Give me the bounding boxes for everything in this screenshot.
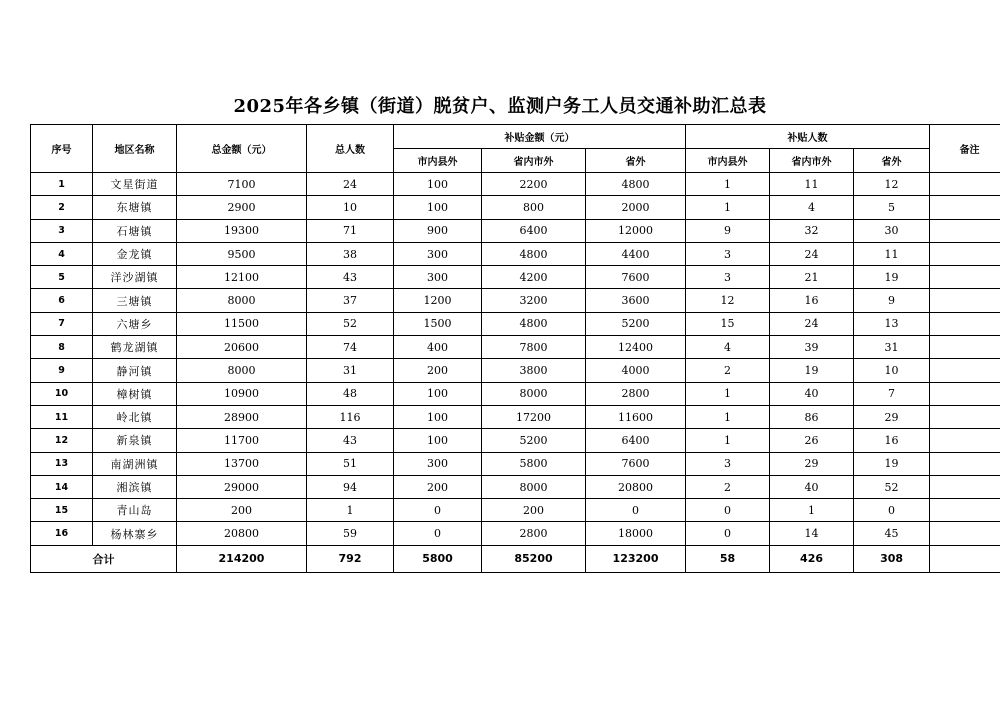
total-people-in-province: 426 <box>770 545 854 572</box>
cell-people-in-province: 16 <box>770 289 854 312</box>
cell-total-amount: 28900 <box>177 405 307 428</box>
cell-amount-out-province: 4400 <box>586 242 686 265</box>
cell-region: 杨林寨乡 <box>93 522 177 545</box>
header-region: 地区名称 <box>93 125 177 173</box>
table-row <box>31 382 1000 405</box>
cell-amount-in-province: 200 <box>482 499 586 522</box>
cell-index: 14 <box>31 475 93 498</box>
cell-amount-out-province: 7600 <box>586 266 686 289</box>
cell-people-in-city: 12 <box>686 289 770 312</box>
cell-amount-in-province: 8000 <box>482 382 586 405</box>
cell-total-amount: 9500 <box>177 242 307 265</box>
cell-amount-in-city: 0 <box>394 499 482 522</box>
cell-people-out-province: 13 <box>854 312 930 335</box>
header-amount-in-city: 市内县外 <box>394 149 482 173</box>
cell-region: 六塘乡 <box>93 312 177 335</box>
cell-amount-out-province: 12400 <box>586 336 686 359</box>
cell-amount-out-province: 0 <box>586 499 686 522</box>
cell-index: 7 <box>31 312 93 335</box>
table-row <box>31 522 1000 545</box>
table-row <box>31 242 1000 265</box>
table-row <box>31 452 1000 475</box>
cell-remark <box>930 336 1000 359</box>
cell-region: 新泉镇 <box>93 429 177 452</box>
cell-people-in-city: 3 <box>686 242 770 265</box>
total-row <box>31 545 1000 572</box>
table-header <box>31 125 1000 173</box>
cell-people-out-province: 7 <box>854 382 930 405</box>
header-index: 序号 <box>31 125 93 173</box>
table-row <box>31 289 1000 312</box>
table-row <box>31 336 1000 359</box>
table-body <box>31 173 1000 546</box>
cell-people-in-city: 1 <box>686 196 770 219</box>
cell-people-in-province: 1 <box>770 499 854 522</box>
cell-amount-in-city: 900 <box>394 219 482 242</box>
cell-index: 8 <box>31 336 93 359</box>
cell-total-amount: 19300 <box>177 219 307 242</box>
cell-amount-out-province: 7600 <box>586 452 686 475</box>
cell-total-amount: 7100 <box>177 173 307 196</box>
cell-amount-in-city: 0 <box>394 522 482 545</box>
cell-amount-in-province: 4800 <box>482 242 586 265</box>
cell-amount-in-city: 200 <box>394 475 482 498</box>
cell-region: 鹤龙湖镇 <box>93 336 177 359</box>
cell-amount-out-province: 11600 <box>586 405 686 428</box>
cell-people-in-city: 3 <box>686 452 770 475</box>
cell-total-people: 1 <box>307 499 394 522</box>
cell-amount-out-province: 4800 <box>586 173 686 196</box>
total-people-out-province: 308 <box>854 545 930 572</box>
cell-total-amount: 200 <box>177 499 307 522</box>
cell-people-in-province: 40 <box>770 382 854 405</box>
cell-total-people: 94 <box>307 475 394 498</box>
cell-amount-in-city: 1500 <box>394 312 482 335</box>
cell-total-amount: 29000 <box>177 475 307 498</box>
cell-total-people: 31 <box>307 359 394 382</box>
header-amount-out-province: 省外 <box>586 149 686 173</box>
cell-remark <box>930 312 1000 335</box>
cell-amount-out-province: 2000 <box>586 196 686 219</box>
cell-region: 石塘镇 <box>93 219 177 242</box>
cell-people-in-province: 21 <box>770 266 854 289</box>
cell-people-in-province: 32 <box>770 219 854 242</box>
table-row <box>31 475 1000 498</box>
cell-region: 湘滨镇 <box>93 475 177 498</box>
cell-people-in-province: 26 <box>770 429 854 452</box>
cell-index: 3 <box>31 219 93 242</box>
header-people-in-province: 省内市外 <box>770 149 854 173</box>
cell-region: 樟树镇 <box>93 382 177 405</box>
cell-people-in-city: 1 <box>686 429 770 452</box>
header-subsidy-people: 补贴人数 <box>686 125 930 149</box>
header-row-1 <box>31 125 1000 149</box>
cell-people-out-province: 19 <box>854 452 930 475</box>
cell-total-amount: 10900 <box>177 382 307 405</box>
cell-remark <box>930 266 1000 289</box>
cell-total-people: 74 <box>307 336 394 359</box>
cell-region: 东塘镇 <box>93 196 177 219</box>
cell-amount-out-province: 6400 <box>586 429 686 452</box>
cell-index: 4 <box>31 242 93 265</box>
cell-people-out-province: 5 <box>854 196 930 219</box>
cell-people-in-city: 3 <box>686 266 770 289</box>
cell-amount-in-city: 100 <box>394 405 482 428</box>
page-title: 2025年各乡镇（街道）脱贫户、监测户务工人员交通补助汇总表 <box>233 96 767 117</box>
cell-total-people: 10 <box>307 196 394 219</box>
total-amount-in-province: 85200 <box>482 545 586 572</box>
header-people-in-city: 市内县外 <box>686 149 770 173</box>
cell-remark <box>930 429 1000 452</box>
cell-amount-out-province: 3600 <box>586 289 686 312</box>
cell-amount-in-city: 1200 <box>394 289 482 312</box>
cell-remark <box>930 522 1000 545</box>
cell-amount-out-province: 18000 <box>586 522 686 545</box>
header-people-out-province: 省外 <box>854 149 930 173</box>
cell-index: 12 <box>31 429 93 452</box>
cell-people-in-province: 19 <box>770 359 854 382</box>
cell-amount-in-province: 2800 <box>482 522 586 545</box>
cell-total-amount: 20800 <box>177 522 307 545</box>
cell-people-out-province: 30 <box>854 219 930 242</box>
total-amount: 214200 <box>177 545 307 572</box>
cell-people-in-city: 1 <box>686 405 770 428</box>
cell-amount-in-province: 4200 <box>482 266 586 289</box>
cell-total-people: 48 <box>307 382 394 405</box>
cell-people-in-city: 9 <box>686 219 770 242</box>
cell-amount-in-city: 400 <box>394 336 482 359</box>
total-label: 合计 <box>31 545 177 572</box>
cell-total-people: 71 <box>307 219 394 242</box>
cell-total-people: 37 <box>307 289 394 312</box>
cell-index: 10 <box>31 382 93 405</box>
cell-amount-out-province: 20800 <box>586 475 686 498</box>
cell-amount-out-province: 12000 <box>586 219 686 242</box>
cell-people-in-city: 0 <box>686 522 770 545</box>
cell-people-in-province: 29 <box>770 452 854 475</box>
cell-amount-in-province: 800 <box>482 196 586 219</box>
cell-people-in-province: 39 <box>770 336 854 359</box>
cell-region: 岭北镇 <box>93 405 177 428</box>
cell-people-out-province: 9 <box>854 289 930 312</box>
cell-amount-in-province: 3200 <box>482 289 586 312</box>
cell-people-out-province: 11 <box>854 242 930 265</box>
header-amount-in-province: 省内市外 <box>482 149 586 173</box>
cell-index: 2 <box>31 196 93 219</box>
cell-people-in-city: 2 <box>686 475 770 498</box>
summary-table <box>30 124 1000 573</box>
cell-amount-in-city: 300 <box>394 452 482 475</box>
cell-amount-in-province: 5200 <box>482 429 586 452</box>
cell-total-amount: 13700 <box>177 452 307 475</box>
total-amount-out-province: 123200 <box>586 545 686 572</box>
cell-people-in-province: 11 <box>770 173 854 196</box>
cell-total-people: 43 <box>307 266 394 289</box>
cell-total-amount: 8000 <box>177 289 307 312</box>
cell-amount-in-province: 2200 <box>482 173 586 196</box>
cell-people-in-city: 2 <box>686 359 770 382</box>
cell-remark <box>930 405 1000 428</box>
total-amount-in-city: 5800 <box>394 545 482 572</box>
table-row <box>31 429 1000 452</box>
cell-remark <box>930 196 1000 219</box>
cell-amount-in-city: 100 <box>394 173 482 196</box>
cell-total-people: 59 <box>307 522 394 545</box>
total-people-in-city: 58 <box>686 545 770 572</box>
header-total-amount: 总金额（元） <box>177 125 307 173</box>
cell-index: 15 <box>31 499 93 522</box>
cell-region: 三塘镇 <box>93 289 177 312</box>
cell-region: 洋沙湖镇 <box>93 266 177 289</box>
cell-remark <box>930 475 1000 498</box>
cell-index: 13 <box>31 452 93 475</box>
table-row <box>31 173 1000 196</box>
cell-remark <box>930 219 1000 242</box>
cell-remark <box>930 173 1000 196</box>
cell-amount-in-city: 200 <box>394 359 482 382</box>
cell-amount-in-province: 8000 <box>482 475 586 498</box>
cell-total-people: 51 <box>307 452 394 475</box>
cell-remark <box>930 242 1000 265</box>
cell-index: 11 <box>31 405 93 428</box>
cell-total-amount: 2900 <box>177 196 307 219</box>
cell-people-in-province: 4 <box>770 196 854 219</box>
cell-amount-in-city: 300 <box>394 266 482 289</box>
cell-remark <box>930 359 1000 382</box>
table-row <box>31 196 1000 219</box>
cell-total-amount: 8000 <box>177 359 307 382</box>
header-total-people: 总人数 <box>307 125 394 173</box>
cell-people-out-province: 16 <box>854 429 930 452</box>
cell-amount-out-province: 4000 <box>586 359 686 382</box>
cell-people-in-province: 24 <box>770 312 854 335</box>
cell-index: 1 <box>31 173 93 196</box>
table-row <box>31 219 1000 242</box>
cell-amount-in-city: 100 <box>394 429 482 452</box>
cell-people-out-province: 10 <box>854 359 930 382</box>
cell-amount-out-province: 2800 <box>586 382 686 405</box>
cell-amount-in-city: 100 <box>394 382 482 405</box>
cell-index: 6 <box>31 289 93 312</box>
cell-region: 金龙镇 <box>93 242 177 265</box>
cell-people-out-province: 31 <box>854 336 930 359</box>
cell-amount-in-province: 3800 <box>482 359 586 382</box>
cell-amount-in-province: 5800 <box>482 452 586 475</box>
cell-total-amount: 11500 <box>177 312 307 335</box>
cell-amount-in-city: 100 <box>394 196 482 219</box>
cell-total-people: 43 <box>307 429 394 452</box>
table-row <box>31 359 1000 382</box>
cell-index: 16 <box>31 522 93 545</box>
cell-people-out-province: 45 <box>854 522 930 545</box>
table-footer <box>31 545 1000 572</box>
cell-people-in-province: 24 <box>770 242 854 265</box>
cell-total-amount: 11700 <box>177 429 307 452</box>
table-row <box>31 405 1000 428</box>
cell-people-in-province: 40 <box>770 475 854 498</box>
cell-people-out-province: 0 <box>854 499 930 522</box>
cell-people-in-city: 1 <box>686 382 770 405</box>
cell-total-people: 38 <box>307 242 394 265</box>
cell-people-in-city: 0 <box>686 499 770 522</box>
cell-total-people: 116 <box>307 405 394 428</box>
cell-amount-out-province: 5200 <box>586 312 686 335</box>
total-people: 792 <box>307 545 394 572</box>
cell-people-in-province: 14 <box>770 522 854 545</box>
cell-total-amount: 20600 <box>177 336 307 359</box>
cell-total-people: 24 <box>307 173 394 196</box>
cell-people-out-province: 12 <box>854 173 930 196</box>
table-row <box>31 312 1000 335</box>
cell-people-in-city: 15 <box>686 312 770 335</box>
cell-region: 文星街道 <box>93 173 177 196</box>
cell-total-people: 52 <box>307 312 394 335</box>
table-row <box>31 266 1000 289</box>
cell-region: 青山岛 <box>93 499 177 522</box>
cell-people-out-province: 29 <box>854 405 930 428</box>
cell-amount-in-city: 300 <box>394 242 482 265</box>
header-subsidy-amount: 补贴金额（元） <box>394 125 686 149</box>
cell-remark <box>930 382 1000 405</box>
table-row <box>31 499 1000 522</box>
total-remark <box>930 545 1000 572</box>
cell-people-out-province: 52 <box>854 475 930 498</box>
cell-index: 9 <box>31 359 93 382</box>
cell-amount-in-province: 7800 <box>482 336 586 359</box>
cell-people-out-province: 19 <box>854 266 930 289</box>
cell-total-amount: 12100 <box>177 266 307 289</box>
header-remark: 备注 <box>930 125 1000 173</box>
cell-region: 静河镇 <box>93 359 177 382</box>
cell-remark <box>930 499 1000 522</box>
cell-people-in-city: 1 <box>686 173 770 196</box>
cell-remark <box>930 452 1000 475</box>
cell-people-in-city: 4 <box>686 336 770 359</box>
cell-index: 5 <box>31 266 93 289</box>
cell-people-in-province: 86 <box>770 405 854 428</box>
cell-amount-in-province: 6400 <box>482 219 586 242</box>
cell-amount-in-province: 4800 <box>482 312 586 335</box>
cell-remark <box>930 289 1000 312</box>
cell-amount-in-province: 17200 <box>482 405 586 428</box>
cell-region: 南湖洲镇 <box>93 452 177 475</box>
